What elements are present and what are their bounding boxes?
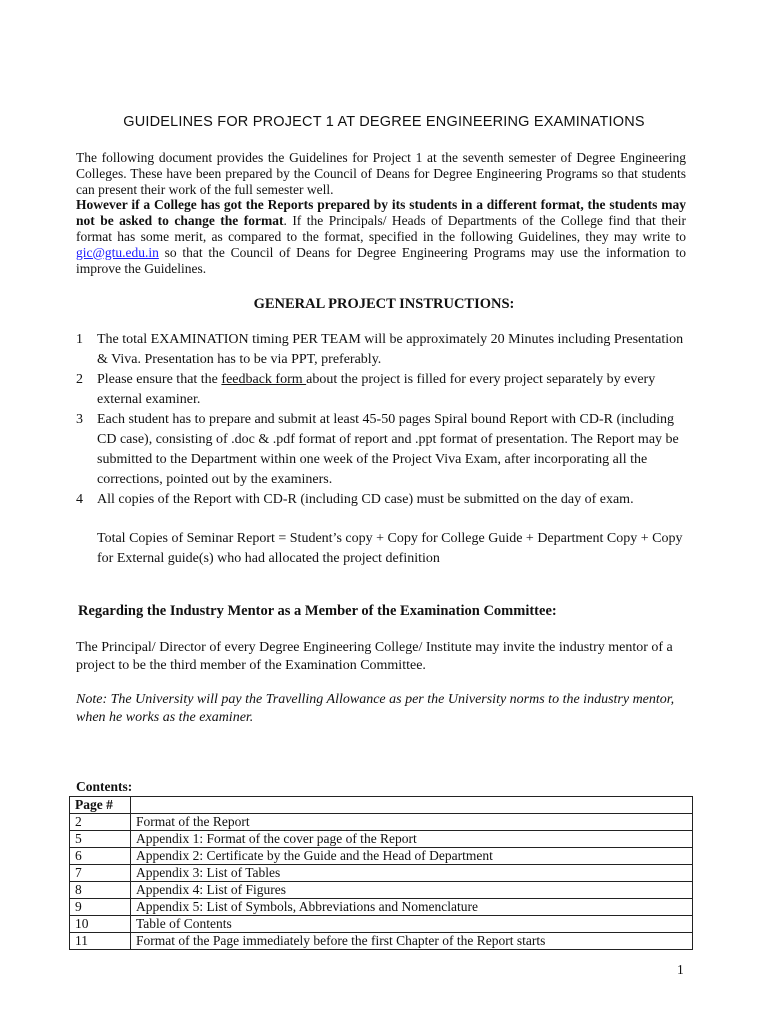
industry-mentor-heading: Regarding the Industry Mentor as a Member of the Examination Committee: bbox=[78, 603, 557, 619]
table-row bbox=[70, 865, 693, 882]
title-cell: Appendix 5: List of Symbols, Abbreviations and Nomenclature bbox=[131, 899, 693, 916]
intro-text-2 bbox=[76, 197, 686, 276]
page-cell: 5 bbox=[70, 831, 131, 848]
instruction-text: All copies of the Report with CD-R (including CD case) must be submitted on the day of exam. bbox=[97, 492, 634, 507]
general-instructions-heading: GENERAL PROJECT INSTRUCTIONS: bbox=[253, 296, 515, 312]
instructions-list bbox=[76, 330, 686, 510]
table-row bbox=[70, 933, 693, 950]
table-row bbox=[70, 882, 693, 899]
instruction-item bbox=[76, 330, 686, 370]
instruction-item bbox=[76, 370, 686, 410]
table-row bbox=[70, 831, 693, 848]
instruction-item bbox=[76, 490, 686, 510]
industry-mentor-text: The Principal/ Director of every Degree Engineering College/ Institute may invite the industry mentor of a project to be the third member of the Examination Committee. bbox=[76, 640, 673, 673]
total-copies-text: Total Copies of Seminar Report = Student’s copy + Copy for College Guide + Department Copy + Copy for External guide(s) who had allocated the project definition bbox=[97, 531, 683, 566]
instruction-number: 2 bbox=[76, 372, 83, 387]
page-cell: 11 bbox=[70, 933, 131, 950]
table-row bbox=[70, 814, 693, 831]
intro-text-after-bold: . If the Principals/ Heads of Departments of the College find that their format has some merit, as compared to the format, specified in the following Guidelines, they may write to bbox=[76, 213, 686, 244]
title-cell: Appendix 2: Certificate by the Guide and the Head of Department bbox=[131, 848, 693, 865]
table-row bbox=[70, 916, 693, 933]
intro-text-1: The following document provides the Guidelines for Project 1 at the seventh semester of Degree Engineering Colleges. These have been prepared by the Council of Deans for Degree Engineering Programs so that students can present their work of the full semester well. bbox=[76, 150, 686, 197]
title-cell: Appendix 3: List of Tables bbox=[131, 865, 693, 882]
instruction-text: The total EXAMINATION timing PER TEAM will be approximately 20 Minutes including Presentation & Viva. Presentation has to be via PPT, preferably. bbox=[97, 332, 684, 367]
intro-paragraph bbox=[76, 150, 686, 276]
contents-table bbox=[69, 796, 693, 950]
page-cell: 9 bbox=[70, 899, 131, 916]
title-cell: Format of the Report bbox=[131, 814, 693, 831]
feedback-form-link[interactable]: feedback form bbox=[221, 372, 307, 387]
title-cell: Table of Contents bbox=[131, 916, 693, 933]
document-title: GUIDELINES FOR PROJECT 1 AT DEGREE ENGINEERING EXAMINATIONS bbox=[123, 114, 645, 130]
instruction-text-before: Please ensure that the bbox=[97, 372, 222, 387]
contents-label: Contents: bbox=[76, 779, 133, 794]
page-cell: 8 bbox=[70, 882, 131, 899]
table-row bbox=[70, 848, 693, 865]
page-cell: 2 bbox=[70, 814, 131, 831]
instruction-number: 4 bbox=[76, 492, 83, 507]
title-column-header bbox=[131, 797, 693, 814]
title-cell: Appendix 4: List of Figures bbox=[131, 882, 693, 899]
page-cell: 10 bbox=[70, 916, 131, 933]
instruction-number: 1 bbox=[76, 332, 83, 347]
intro-text-after-email: so that the Council of Deans for Degree Engineering Programs may use the information to improve the Guidelines. bbox=[76, 244, 686, 276]
intro-bold-text: However if a College has got the Reports prepared by its students in a different format, the students may not be asked to change the format bbox=[76, 197, 686, 229]
table-row bbox=[70, 899, 693, 916]
instruction-number: 3 bbox=[76, 412, 83, 427]
page-cell: 7 bbox=[70, 865, 131, 882]
title-cell: Format of the Page immediately before the first Chapter of the Report starts bbox=[131, 933, 693, 950]
instruction-text-after: about the project is filled for every project separately by every external examiner. bbox=[97, 372, 656, 407]
page-number: 1 bbox=[677, 962, 684, 977]
allowance-note: Note: The University will pay the Travelling Allowance as per the University norms to the industry mentor, when he works as the examiner. bbox=[76, 692, 675, 725]
instruction-item bbox=[76, 410, 686, 490]
instruction-text: Each student has to prepare and submit at least 45-50 pages Spiral bound Report with CD-R (including CD case), consisting of .doc & .pdf format of report and .ppt format of presentation. The Report may be submitted to the Department within one week of the Project Viva Exam, after incorporating all the corrections, pointed out by the examiners. bbox=[97, 412, 679, 487]
page-column-header: Page # bbox=[70, 797, 131, 814]
contents-header-row bbox=[70, 797, 693, 814]
page-cell: 6 bbox=[70, 848, 131, 865]
email-link[interactable]: gic@gtu.edu.in bbox=[76, 244, 159, 260]
title-cell: Appendix 1: Format of the cover page of the Report bbox=[131, 831, 693, 848]
